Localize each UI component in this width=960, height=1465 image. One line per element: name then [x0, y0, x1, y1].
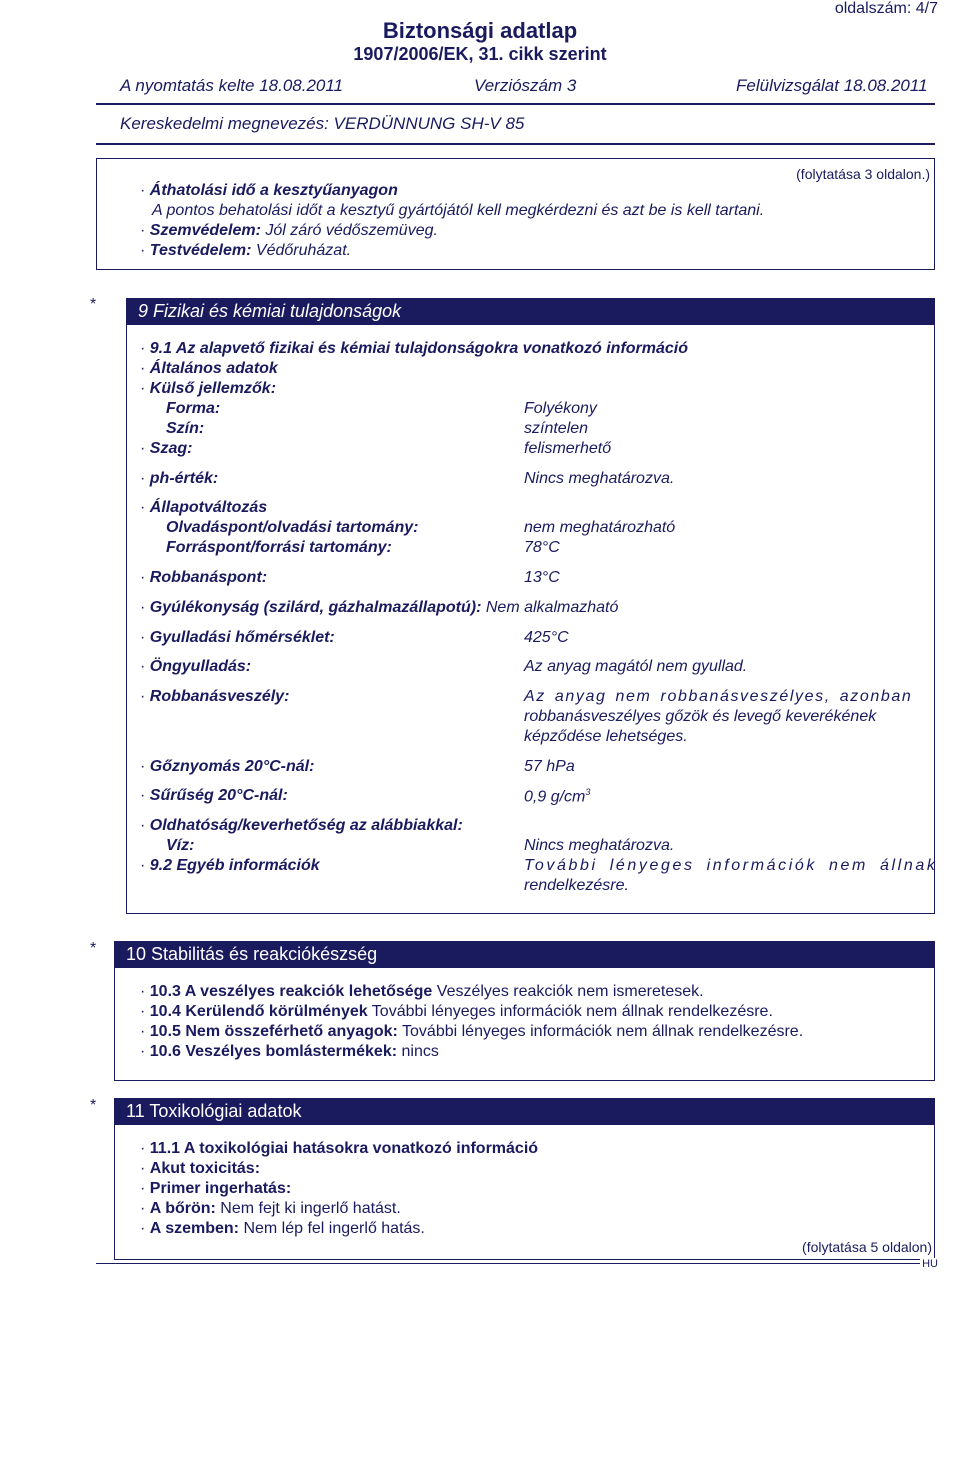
- header-rule: [96, 103, 935, 105]
- other-info-row: [140, 857, 320, 875]
- page-number: oldalszám: 4/7: [834, 0, 938, 17]
- bullet: ·: [140, 1003, 146, 1020]
- ignition-value: 425°C: [524, 629, 569, 646]
- document-subtitle: 1907/2006/EK, 31. cikk szerint: [353, 44, 607, 64]
- s11-item-1: [140, 1140, 538, 1158]
- bullet: ·: [140, 1200, 146, 1217]
- s10-item-4-value: nincs: [401, 1043, 439, 1060]
- explosion-label: Robbanásveszély:: [149, 688, 290, 705]
- bullet: ·: [140, 629, 146, 646]
- s9-appearance: Külső jellemzők:: [149, 380, 277, 397]
- odor-label: Szag:: [149, 440, 193, 457]
- s9-general: Általános adatok: [149, 360, 278, 377]
- explosion-row: [140, 688, 289, 706]
- density-value-row: [524, 787, 590, 806]
- changed-marker: *: [90, 1097, 97, 1114]
- revision-date: Felülvizsgálat 18.08.2011: [736, 76, 928, 95]
- glove-time-text: A pontos behatolási időt a kesztyű gyártójától kell megkérdezni és azt be is kell tartani.: [152, 202, 765, 219]
- trade-name: Kereskedelmi megnevezés: VERDÜNNUNG SH-V 85: [120, 114, 525, 133]
- bullet: ·: [140, 1180, 146, 1197]
- flash-label: Robbanáspont:: [149, 569, 268, 586]
- body-protection-row: [140, 242, 351, 260]
- changed-marker: *: [90, 940, 97, 957]
- s9-general-row: [140, 360, 278, 378]
- explosion-value-3: képződése lehetséges.: [524, 728, 688, 745]
- flash-value: 13°C: [524, 569, 560, 586]
- bullet: ·: [140, 758, 146, 775]
- bullet: ·: [140, 1140, 146, 1157]
- ph-row: [140, 470, 218, 488]
- odor-row: [140, 440, 192, 458]
- glove-time-row: [140, 182, 398, 200]
- density-row: [140, 787, 288, 805]
- bullet: ·: [140, 1023, 146, 1040]
- form-label: Forma:: [166, 400, 221, 417]
- explosion-value-2: robbanásveszélyes gőzök és levegő keverékének: [524, 708, 877, 725]
- changed-marker: *: [90, 296, 97, 313]
- bullet: ·: [140, 599, 146, 616]
- s10-item-3-label: 10.5 Nem összeférhető anyagok:: [149, 1023, 398, 1040]
- color-value: színtelen: [524, 420, 589, 437]
- water-label: Víz:: [166, 837, 195, 854]
- s10-item-4: [140, 1043, 439, 1061]
- s11-item-2-label: Akut toxicitás:: [149, 1160, 261, 1177]
- bullet: ·: [140, 222, 146, 239]
- melt-label: Olvadáspont/olvadási tartomány:: [166, 519, 419, 536]
- bullet: ·: [140, 1043, 146, 1060]
- bullet: ·: [140, 470, 146, 487]
- flash-row: [140, 569, 267, 587]
- density-value: 0,9 g/cm: [524, 788, 586, 806]
- glove-time-label: Áthatolási idő a kesztyűanyagon: [149, 182, 398, 199]
- color-label: Szín:: [166, 420, 205, 437]
- s11-item-2: [140, 1160, 260, 1178]
- flammability-label: Gyúlékonyság (szilárd, gázhalmazállapotú):: [149, 599, 482, 616]
- ph-value: Nincs meghatározva.: [524, 470, 675, 487]
- bullet: ·: [140, 569, 146, 586]
- flammability-row: [140, 599, 618, 617]
- ph-label: ph-érték:: [149, 470, 219, 487]
- bullet: ·: [140, 340, 146, 357]
- bullet: ·: [140, 440, 146, 457]
- bullet: ·: [140, 380, 146, 397]
- bullet: ·: [140, 983, 146, 1000]
- form-value: Folyékony: [524, 400, 597, 417]
- solubility-label: Oldhatóság/keverhetőség az alábbiakkal:: [149, 817, 463, 834]
- bullet: ·: [140, 1160, 146, 1177]
- s11-item-5: [140, 1220, 425, 1238]
- s11-item-5-label: A szemben:: [149, 1220, 239, 1237]
- print-date: A nyomtatás kelte 18.08.2011: [120, 76, 344, 95]
- other-info-label: 9.2 Egyéb információk: [149, 857, 320, 874]
- language-code: HU: [922, 1258, 938, 1270]
- odor-value: felismerhető: [524, 440, 612, 457]
- eye-protection-value: Jól záró védőszemüveg.: [265, 222, 438, 239]
- bullet: ·: [140, 182, 146, 199]
- bullet: ·: [140, 360, 146, 377]
- footer-rule: [96, 1263, 935, 1264]
- s9-sub1: 9.1 Az alapvető fizikai és kémiai tulajdonságokra vonatkozó információ: [149, 340, 689, 357]
- self-ignition-row: [140, 658, 251, 676]
- state-change: Állapotváltozás: [149, 499, 268, 516]
- bullet: ·: [140, 499, 146, 516]
- continued-on: (folytatása 5 oldalon): [802, 1239, 932, 1255]
- body-protection-label: Testvédelem:: [149, 242, 252, 259]
- state-change-row: [140, 499, 267, 517]
- s10-item-3-value: További lényeges információk nem állnak rendelkezésre.: [402, 1023, 804, 1040]
- section-10-header: 10 Stabilitás és reakciókészség: [114, 941, 935, 967]
- s11-item-3-label: Primer ingerhatás:: [149, 1180, 292, 1197]
- section-11-header: 11 Toxikológiai adatok: [114, 1098, 935, 1124]
- s10-item-1: [140, 983, 704, 1001]
- density-superscript: 3: [585, 787, 591, 797]
- solubility-row: [140, 817, 463, 835]
- eye-protection-label: Szemvédelem:: [149, 222, 261, 239]
- bullet: ·: [140, 688, 146, 705]
- document-title: Biztonsági adatlap: [382, 18, 578, 43]
- s11-item-4-label: A bőrön:: [149, 1200, 216, 1217]
- bullet: ·: [140, 787, 146, 804]
- self-ignition-value: Az anyag magától nem gyullad.: [524, 658, 748, 675]
- s11-item-3: [140, 1180, 291, 1198]
- s10-item-1-value: Veszélyes reakciók nem ismeretesek.: [436, 983, 704, 1000]
- other-info-value-2: rendelkezésre.: [524, 877, 629, 894]
- vapor-row: [140, 758, 314, 776]
- s9-appearance-row: [140, 380, 276, 398]
- s11-item-4-value: Nem fejt ki ingerlő hatást.: [220, 1200, 401, 1217]
- vapor-label: Gőznyomás 20°C-nál:: [149, 758, 315, 775]
- version: Verziószám 3: [474, 76, 577, 95]
- s10-item-4-label: 10.6 Veszélyes bomlástermékek:: [149, 1043, 398, 1060]
- water-value: Nincs meghatározva.: [524, 837, 675, 854]
- melt-value: nem meghatározható: [524, 519, 676, 536]
- bullet: ·: [140, 658, 146, 675]
- vapor-value: 57 hPa: [524, 758, 575, 775]
- s10-item-2: [140, 1003, 773, 1021]
- s11-item-4: [140, 1200, 401, 1218]
- boil-value: 78°C: [524, 539, 560, 556]
- bullet: ·: [140, 1220, 146, 1237]
- header-rule-bottom: [96, 143, 935, 145]
- other-info-value-1: További lényeges információk nem állnak: [524, 857, 938, 874]
- continued-from: (folytatása 3 oldalon.): [796, 166, 930, 182]
- flammability-value: Nem alkalmazható: [485, 599, 619, 616]
- bullet: ·: [140, 242, 146, 259]
- bullet: ·: [140, 817, 146, 834]
- ignition-label: Gyulladási hőmérséklet:: [149, 629, 335, 646]
- s10-item-2-value: További lényeges információk nem állnak rendelkezésre.: [371, 1003, 773, 1020]
- s10-item-1-label: 10.3 A veszélyes reakciók lehetősége: [149, 983, 433, 1000]
- explosion-value-1: Az anyag nem robbanásveszélyes, azonban: [524, 688, 913, 705]
- s11-item-1-label: 11.1 A toxikológiai hatásokra vonatkozó információ: [149, 1140, 539, 1157]
- density-label: Sűrűség 20°C-nál:: [149, 787, 288, 804]
- s11-item-5-value: Nem lép fel ingerlő hatás.: [243, 1220, 425, 1237]
- section-9-header: 9 Fizikai és kémiai tulajdonságok: [126, 298, 935, 324]
- body-protection-value: Védőruházat.: [255, 242, 352, 259]
- s10-item-3: [140, 1023, 803, 1041]
- eye-protection-row: [140, 222, 438, 240]
- boil-label: Forráspont/forrási tartomány:: [166, 539, 392, 556]
- ignition-row: [140, 629, 335, 647]
- s9-sub1-row: [140, 340, 688, 358]
- bullet: ·: [140, 857, 146, 874]
- s10-item-2-label: 10.4 Kerülendő körülmények: [149, 1003, 368, 1020]
- self-ignition-label: Öngyulladás:: [149, 658, 252, 675]
